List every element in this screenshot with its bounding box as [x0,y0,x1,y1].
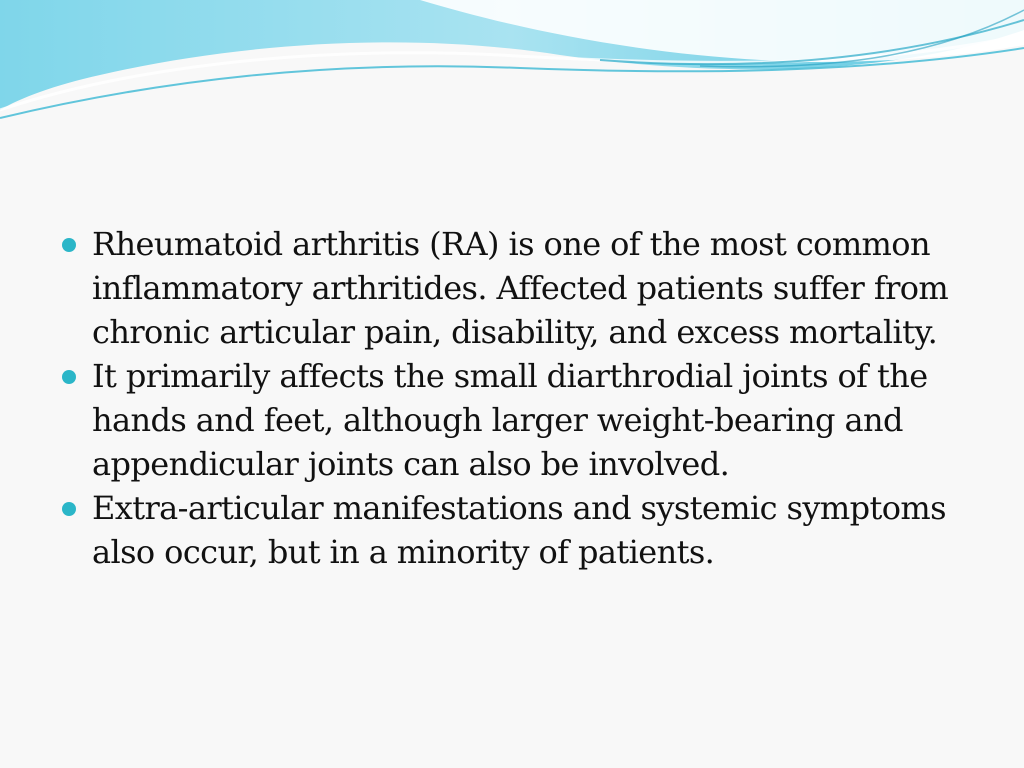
bullet-item [62,486,982,574]
bullet-dot-icon [62,238,76,252]
header-wave-decoration [0,0,1024,130]
bullet-text: Extra-articular manifestations and systemic symptoms also occur, but in a minority of patients. [92,489,946,571]
bullet-item [62,354,982,486]
bullet-dot-icon [62,370,76,384]
bullet-dot-icon [62,502,76,516]
bullet-item [62,222,982,354]
bullet-text: Rheumatoid arthritis (RA) is one of the most common inflammatory arthritides. Affected patients suffer from chronic articular pain, disability, and excess mortality. [92,225,949,351]
slide-content [62,222,982,574]
bullet-list [62,222,982,574]
bullet-text: It primarily affects the small diarthrodial joints of the hands and feet, although larger weight-bearing and appendicular joints can also be involved. [92,357,928,483]
